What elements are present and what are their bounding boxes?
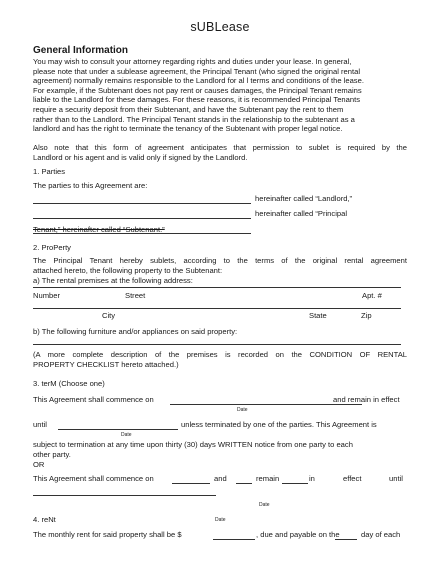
term-date-caption-3: Date [259, 502, 270, 508]
property-heading: 2. ProPerty [33, 243, 71, 252]
general-p1-line: For example, if the Subtenant does not pay rent or causes damages, the Principal Tenant remains [33, 85, 362, 95]
term-subject-label: subject to termination at any time upon thirty (30) days WRITTEN notice from one party to each [33, 440, 353, 449]
address-state-label: State [309, 311, 327, 320]
general-paragraph-1 [33, 57, 407, 134]
principal-tenant-name-line[interactable] [33, 218, 251, 219]
address-number-label: Number [33, 291, 61, 300]
until-date-line[interactable] [58, 429, 178, 430]
general-p1-line: rather than to the Landlord. The Principal Tenant stands in the relationship to the subtenant as a [33, 114, 355, 124]
general-p2-line: Also note that this form of agreement anticipates that permission to sublet is required by the [33, 143, 407, 152]
general-paragraph-2 [33, 143, 407, 162]
term-other-party-label: other party. [33, 450, 71, 459]
property-note-line: PROPERTY CHECKLIST hereto attached.) [33, 359, 179, 369]
rent-amount-line[interactable] [213, 539, 255, 540]
rental-premises-label: a) The rental premises at the following address: [33, 276, 193, 285]
term-until2-label: until [389, 474, 403, 483]
parties-heading: 1. Parties [33, 167, 66, 176]
term-or-label: OR [33, 460, 45, 469]
term-until-label: until [33, 420, 47, 429]
subtenant-name-line[interactable] [33, 233, 251, 234]
property-paragraph [33, 256, 407, 275]
rent-date-caption: Date [215, 517, 226, 523]
term-date-caption-2: Date [121, 432, 132, 438]
address-apt-label: Apt. # [362, 291, 382, 300]
rent-monthly-label: The monthly rent for said property shall be $ [33, 530, 182, 539]
rent-due-label: , due and payable on the [256, 530, 340, 539]
term-date-caption-1: Date [237, 407, 248, 413]
term-unless-label: unless terminated by one of the parties. This Agreement is [181, 420, 377, 429]
general-p1-line: You may wish to consult your attorney regarding rights and duties under your lease. In general, [33, 57, 352, 66]
commence2-date-line-b[interactable] [236, 483, 252, 484]
rent-heading: 4. reNt [33, 515, 56, 524]
address-street-label: Street [125, 291, 146, 300]
general-p1-line: liable to the Landlord for these damages. For these reasons, it is recommended Principal Tenants [33, 95, 360, 105]
address-line-1[interactable] [33, 287, 401, 288]
term-remain-label: and remain in effect [333, 395, 400, 404]
tenant-subtenant-line: Tenant,” hereinafter called “Subtenant.” [33, 225, 165, 234]
rent-day-line[interactable] [335, 539, 357, 540]
property-note [33, 350, 407, 369]
parties-intro: The parties to this Agreement are: [33, 181, 148, 190]
landlord-name-line[interactable] [33, 203, 251, 204]
principal-label: hereinafter called “Principal [255, 209, 348, 218]
commence2-date-line-c[interactable] [282, 483, 308, 484]
furniture-label: b) The following furniture and/or appliances on said property: [33, 327, 238, 336]
property-note-line: (A more complete description of the premises is recorded on the CONDITION OF RENTAL [33, 350, 407, 359]
commence2-date-line-a[interactable] [172, 483, 210, 484]
document-title: sUBLease [190, 20, 250, 34]
term-heading [33, 379, 105, 389]
general-p1-line: require a security deposit from their Subtenant, and have the Subtenant pay the rent to them [33, 104, 344, 114]
general-p1-line: landlord and has the right to terminate the tenancy of the Subtenant with proper legal notice. [33, 124, 343, 134]
general-p1-line: please note that under a sublease agreement, the Principal Tenant (who signed the original rental [33, 66, 361, 76]
term-and-label: and [214, 474, 227, 483]
term-commence-label: This Agreement shall commence on [33, 395, 154, 404]
address-line-2[interactable] [33, 308, 401, 309]
term-effect-label: effect [343, 474, 362, 483]
term-choose-one: (Choose one) [58, 379, 105, 388]
address-city-label: City [102, 311, 116, 320]
landlord-label: hereinafter called “Landlord,” [255, 194, 353, 203]
address-zip-label: Zip [361, 311, 372, 320]
general-p2-line: Landlord or his agent and is valid only if signed by the Landlord. [33, 152, 248, 162]
term-heading-text: 3. terM [33, 379, 57, 388]
term-commence2-label: This Agreement shall commence on [33, 474, 154, 483]
term-remain2-label: remain [256, 474, 280, 483]
until2-date-line[interactable] [33, 495, 216, 496]
furniture-line[interactable] [33, 344, 401, 345]
general-p1-line: agreement) normally remains responsible to the Landlord for al l terms and conditions of the lease. [33, 76, 364, 86]
term-in-label: in [309, 474, 315, 483]
general-heading: General Information [33, 45, 129, 56]
property-p1-line: attached hereto, the following property to the Subtenant: [33, 265, 223, 275]
rent-day-of-each-label: day of each [361, 530, 401, 539]
property-p1-line: The Principal Tenant hereby sublets, according to the terms of the original rental agreement [33, 256, 407, 265]
